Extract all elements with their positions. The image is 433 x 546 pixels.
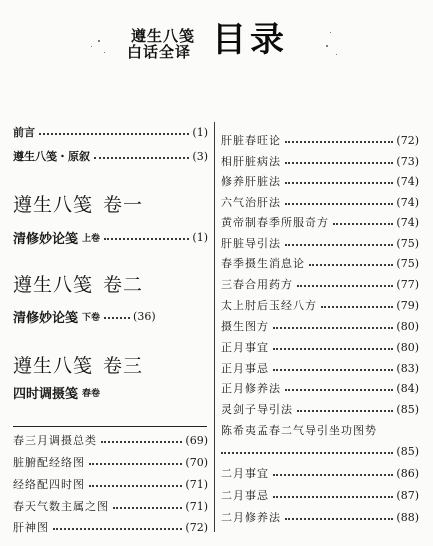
toc-entry-page: (80) [396,340,419,354]
section-part: 下卷 [82,312,101,323]
toc-entry-page: (85) [396,402,419,416]
toc-entry[interactable] [221,296,419,314]
volume-heading-number: 卷三 [103,355,144,377]
leader-dots [321,306,393,308]
toc-entry-title: 脏腑配经络图 [13,456,85,469]
toc-entry[interactable] [13,147,208,165]
toc-entry-page: (36) [133,309,156,323]
leader-dots [104,238,189,240]
toc-entry[interactable] [13,497,208,515]
book-title-line2: 白话全译 [127,43,192,61]
volume-heading-book: 遵生八笺 [13,355,94,377]
leader-dots [53,528,182,530]
toc-entry-continuation [221,442,419,460]
toc-entry[interactable] [13,431,208,449]
toc-entry-title: 经络配四时图 [13,478,85,491]
book-title-line1: 遵生八笺 [131,27,196,45]
toc-entry-page: (85) [396,444,419,458]
leader-dots [94,157,189,159]
toc-entry-page: (77) [396,277,419,291]
toc-entry[interactable] [221,254,419,272]
toc-entry[interactable] [221,152,419,170]
toc-entry-title: 黄帝制春季所服奇方 [221,216,329,229]
toc-entry[interactable] [221,131,419,149]
toc-entry-title: 二月修养法 [221,511,281,524]
section-title: 清修妙论笺 [13,310,79,326]
toc-entry[interactable] [221,379,419,397]
toc-entry[interactable] [221,172,419,190]
toc-entry-page: (80) [396,319,419,333]
toc-entry-page: (75) [396,236,419,250]
toc-entry-title: 春季摄生消息论 [221,257,305,270]
toc-entry-title: 正月事忌 [221,362,269,375]
volume-heading-number: 卷一 [103,194,144,216]
column-divider [214,122,215,532]
leader-dots [309,264,393,266]
toc-entry-page: (69) [185,433,208,447]
toc-entry[interactable] [221,486,419,504]
toc-entry[interactable] [221,234,419,252]
toc-entry-long[interactable] [221,421,419,439]
leader-dots [285,203,393,205]
toc-entry-title: 陈希夷孟春二气导引坐功图势 [221,424,377,437]
toc-entry-title: 春天气数主属之图 [13,500,109,513]
leader-dots [104,317,130,319]
toc-entry[interactable] [221,338,419,356]
toc-entry-page: (79) [396,298,419,312]
toc-entry[interactable] [13,307,208,325]
print-speck [336,54,337,55]
toc-entry-title: 灵剑子导引法 [221,403,293,416]
toc-entry[interactable] [221,275,419,293]
toc-entry[interactable] [221,508,419,526]
toc-entry[interactable] [221,400,419,418]
leader-dots [273,496,393,498]
leader-dots [285,162,393,164]
leader-dots [297,410,393,412]
volume-heading-number: 卷二 [103,274,144,296]
toc-entry-title: 相肝脏病法 [221,155,281,168]
toc-entry-page: (84) [396,381,419,395]
toc-entry-page: (74) [396,195,419,209]
toc-entry-page: (72) [396,133,419,147]
toc-entry-page: (87) [396,488,419,502]
volume-heading [13,270,143,297]
toc-entry-title: 肝脏春旺论 [221,134,281,147]
volume-heading [13,351,143,378]
volume-heading-book: 遵生八笺 [13,194,94,216]
toc-entry[interactable] [13,123,208,141]
leader-dots [285,182,393,184]
toc-entry[interactable] [221,464,419,482]
section-title: 清修妙论笺 [13,231,79,247]
print-speck [104,52,105,53]
section-heading [13,383,208,401]
toc-entry-page: (83) [396,361,419,375]
section-part: 上卷 [82,233,101,244]
leader-dots [273,474,393,476]
toc-entry-title: 六气治肝法 [221,196,281,209]
print-speck [330,32,331,33]
toc-entry-page: (1) [192,230,208,244]
leader-dots [285,389,393,391]
leader-dots [39,133,189,135]
toc-entry-page: (86) [396,466,419,480]
leader-dots [333,223,393,225]
toc-entry[interactable] [13,228,208,246]
leader-dots [89,485,182,487]
print-speck [91,46,92,47]
toc-entry-title: 前言 [13,126,35,139]
toc-entry[interactable] [221,317,419,335]
leader-dots [285,518,393,520]
toc-entry-page: (71) [185,499,208,513]
section-title: 四时调摄笺 [13,386,79,402]
toc-entry-title: 摄生图方 [221,320,269,333]
toc-entry-page: (1) [192,125,208,139]
toc-entry-page: (72) [185,520,208,534]
toc-entry-page: (88) [396,510,419,524]
leader-dots [101,441,182,443]
toc-entry-page: (3) [192,149,208,163]
toc-entry[interactable] [13,475,208,493]
toc-entry-title: 三春合用药方 [221,278,293,291]
toc-entry-title: 肝神图 [13,521,49,534]
toc-entry-title: 正月事宜 [221,341,269,354]
toc-entry-title: 遵生八笺・原叙 [13,150,90,163]
leader-dots [273,348,393,350]
volume-heading [13,190,143,217]
leader-dots [273,327,393,329]
leader-dots [113,507,182,509]
page-title: 目录 [212,20,288,60]
print-speck [326,45,328,47]
toc-entry[interactable] [13,518,208,536]
toc-entry[interactable] [13,453,208,471]
volume-heading-book: 遵生八笺 [13,274,94,296]
leader-dots [285,141,393,143]
toc-entry-page: (73) [396,154,419,168]
toc-entry-page: (75) [396,256,419,270]
toc-entry[interactable] [221,193,419,211]
leader-dots [221,452,393,454]
leader-dots [89,463,182,465]
leader-dots [297,285,393,287]
toc-entry-title: 二月事忌 [221,489,269,502]
toc-entry-title: 肝脏导引法 [221,237,281,250]
leader-dots [285,244,393,246]
toc-entry-title: 二月事宜 [221,467,269,480]
toc-entry-page: (70) [185,455,208,469]
section-part: 春卷 [82,388,101,399]
toc-entry-title: 修养肝脏法 [221,175,281,188]
toc-entry-page: (74) [396,174,419,188]
toc-entry-title: 春三月调摄总类 [13,434,97,447]
section-rule [13,426,207,427]
toc-entry[interactable] [221,213,419,231]
toc-entry-title: 太上肘后玉经八方 [221,299,317,312]
toc-entry[interactable] [221,359,419,377]
toc-entry-title: 正月修养法 [221,382,281,395]
toc-entry-page: (71) [185,477,208,491]
print-speck [98,40,100,42]
toc-entry-page: (74) [396,215,419,229]
leader-dots [273,369,393,371]
